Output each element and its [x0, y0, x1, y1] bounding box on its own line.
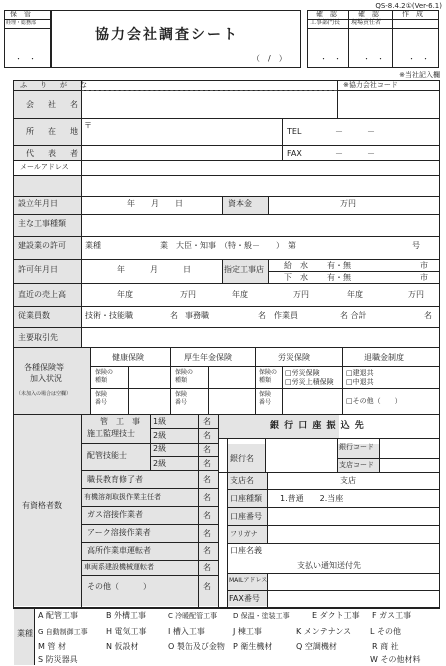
trade-item: N 仮設材 [106, 642, 139, 651]
address-label: 所 在 地 [26, 127, 81, 136]
pension-kind-label: 保険の [175, 369, 194, 376]
branch-name-label: 支店名 [230, 476, 254, 485]
date-slot: （ / ） [252, 54, 287, 63]
established-date: 年 月 日 [127, 199, 183, 208]
tel-dashes: － － [335, 127, 375, 136]
account-type-options[interactable]: 1.普通 2.当座 [280, 494, 344, 503]
plumbing-engineer-label-1: 管 工 事 [100, 417, 140, 426]
license-number-suffix: 号 [412, 241, 420, 250]
count-unit: 名 [203, 493, 211, 502]
office-use-note: ※当社記入欄 [399, 71, 440, 79]
trade-item: P 衛生機材 [233, 642, 273, 651]
grade-2c: 2級 [153, 459, 167, 468]
count-unit: 名 [203, 546, 211, 555]
water-supply-label: 給 水 [284, 261, 308, 270]
construction-manager-label: 工事部門長 [310, 19, 341, 26]
license-trade: 業種 [85, 241, 101, 250]
tel-label: TEL [287, 127, 302, 136]
count-unit: 名 [203, 445, 211, 454]
account-number-label: 口座番号 [230, 512, 262, 521]
labor-option-1[interactable]: □労災保険 [285, 369, 320, 377]
grade-2: 2級 [153, 444, 167, 453]
representative-label: 代 表 者 [26, 149, 81, 158]
trade-item: W その他材料 [370, 655, 421, 664]
employees-label: 従業員数 [18, 311, 50, 320]
trade-item: D 保温・塗装工事 [233, 612, 290, 620]
bank-transfer-title: 銀 行 口 座 振 込 先 [270, 421, 365, 431]
organic-solvent-label: 有機溶剤取扱作業主任者 [84, 493, 161, 501]
count-unit: 名 [203, 417, 211, 426]
trade-item: M 管 材 [38, 642, 66, 651]
retirement-option-1[interactable]: □建退共 [346, 369, 374, 377]
fax-label: FAX [287, 149, 302, 158]
account-type-label: 口座種類 [230, 494, 262, 503]
grade-2b: 2級 [153, 431, 167, 440]
plumbing-engineer-label-2: 施工監理技士 [87, 429, 135, 438]
sewer-label: 下 水 [284, 273, 308, 282]
trade-item: R 商 社 [372, 642, 399, 651]
fax-dashes: － － [335, 149, 375, 158]
trade-item: A 配管工事 [38, 611, 79, 620]
count-unit: 名 [203, 511, 211, 520]
permit-month: 月 [150, 265, 158, 274]
construction-machine-label: 車両系建設機械運転者 [84, 563, 154, 571]
trade-item: L その他 [370, 627, 401, 636]
sales-unit-3: 万円 [408, 290, 424, 299]
piping-technician-label: 配管技能士 [87, 451, 127, 460]
established-label: 設立年月日 [18, 199, 58, 208]
retirement-option-2[interactable]: □中退共 [346, 378, 374, 386]
trade-item: C 冷暖配管工事 [168, 612, 218, 620]
account-furigana-label: フリガナ [230, 530, 258, 538]
trades-label: 業種 [17, 629, 33, 638]
staff-worker-label: 作業員 [274, 311, 298, 320]
sales-year-3: 年度 [347, 290, 363, 299]
labor-kind-label-2: 種類 [259, 377, 272, 384]
grade-1: 1級 [153, 417, 167, 426]
sales-label: 直近の売上高 [18, 290, 66, 299]
main-work-label: 主な工事種類 [18, 219, 66, 228]
health-num-label-2: 番号 [95, 399, 108, 406]
trade-item: Q 空調機材 [296, 642, 337, 651]
other-qual-label: その他（ ） [87, 582, 151, 591]
trade-item: K メンテナンス [296, 627, 352, 636]
sales-unit-1: 万円 [180, 290, 196, 299]
page-title: 協力会社調査シート [95, 27, 239, 43]
trade-item: O 製缶及び金物 [168, 642, 225, 651]
health-kind-label-2: 種類 [95, 377, 108, 384]
partner-code-note: ※協力会社コード [343, 81, 398, 89]
stamp-dots: ・ ・ [363, 55, 384, 63]
staff-office-label: 事務職 [185, 311, 209, 320]
permit-year: 年 [117, 265, 125, 274]
trade-item: F ガス工事 [372, 611, 412, 620]
sewer-option: 有・無 [327, 273, 351, 282]
retirement-option-3[interactable]: □その他（ ） [346, 397, 402, 405]
company-name-label: 会 社 名 [26, 100, 81, 109]
permit-day: 日 [183, 265, 191, 274]
trade-item: H 電気工事 [106, 627, 147, 636]
labor-num-label: 保険 [259, 391, 272, 398]
aerial-work-label: 高所作業車運転者 [87, 546, 151, 555]
gas-welding-label: ガス溶接作業者 [87, 510, 143, 519]
foreman-training-label: 職長教育修了者 [87, 475, 143, 484]
bank-code-label: 銀行コード [339, 443, 374, 451]
arc-welding-label: アーク溶接作業者 [87, 528, 151, 537]
health-num-label: 保険 [95, 391, 108, 398]
health-kind-label: 保険の [95, 369, 114, 376]
count-unit: 名 [203, 459, 211, 468]
count-unit: 名 [203, 529, 211, 538]
stamp-dots: ・ ・ [320, 55, 341, 63]
fax-number-label: FAX番号 [229, 594, 260, 603]
water-supply-option: 有・無 [327, 261, 351, 270]
staff-total-unit: 名 [424, 311, 432, 320]
trade-item: J 棟工事 [233, 627, 262, 636]
site-supervisor-label: 現場責任者 [351, 19, 382, 26]
trade-item: B 外構工事 [106, 611, 147, 620]
insurance-label-2: 加入状況 [30, 374, 62, 383]
branch-suffix: 支店 [340, 476, 356, 485]
trade-item: I 槽入工事 [168, 627, 205, 636]
bank-name-label: 銀行名 [230, 454, 254, 463]
count-unit: 名 [203, 475, 211, 484]
pension-num-label: 保険 [175, 391, 188, 398]
sales-unit-2: 万円 [293, 290, 309, 299]
trade-item: S 防災器具 [38, 655, 78, 664]
health-insurance-header: 健康保険 [112, 353, 144, 362]
labor-num-label-2: 番号 [259, 399, 272, 406]
trade-item: E ダクト工事 [312, 611, 360, 620]
sewer-city: 市 [420, 273, 428, 282]
capital-label: 資本金 [228, 199, 252, 208]
license-detail: 業 大臣・知事 （特・般－ ） 第 [160, 241, 296, 250]
account-holder-label: 口座名義 [230, 546, 262, 555]
email-label: メールアドレス [20, 163, 69, 171]
license-label: 建設業の許可 [18, 241, 66, 250]
postal-mark: 〒 [84, 121, 92, 130]
labor-kind-label: 保険の [259, 369, 278, 376]
capital-unit: 万円 [340, 199, 356, 208]
furigana-label: ふ り が な [20, 81, 90, 89]
labor-option-2[interactable]: □労災上積保険 [285, 378, 334, 386]
count-unit: 名 [203, 563, 211, 572]
count-unit: 名 [203, 431, 211, 440]
branch-code-label: 支店コード [339, 461, 374, 469]
payment-notice-label: 支払い通知送付先 [297, 561, 361, 570]
created-label: 作 成 [402, 10, 423, 18]
trade-item: G 自動制御工事 [38, 628, 88, 636]
count-unit: 名 [203, 582, 211, 591]
insurance-label-1: 各種保険等 [24, 363, 64, 372]
storage-label: 保 管 [10, 10, 31, 18]
permit-date-label: 許可年月日 [18, 265, 58, 274]
insurance-note: （未加入の場合は空欄） [16, 391, 72, 397]
qualified-section-label: 有資格者数 [22, 501, 62, 510]
accounting-dept-label: 経理・総務部 [6, 20, 37, 26]
stamp-dots: ・ ・ [408, 55, 429, 63]
confirm-label-1: 確 認 [316, 10, 337, 18]
confirm-label-2: 確 認 [358, 10, 379, 18]
staff-tech-label: 技術・技能職 [85, 311, 133, 320]
version-code: QS-8.4.2①(Ver-6.1) [375, 2, 442, 10]
pension-num-label-2: 番号 [175, 399, 188, 406]
designated-shop-label: 指定工事店 [224, 265, 264, 274]
stamp-dots: ・ ・ [15, 55, 36, 63]
pension-header: 厚生年金保険 [184, 353, 232, 362]
labor-insurance-header: 労災保険 [278, 353, 310, 362]
staff-tech-unit: 名 [170, 311, 178, 320]
sales-year-2: 年度 [232, 290, 248, 299]
pension-kind-label-2: 種類 [175, 377, 188, 384]
staff-office-unit: 名 [258, 311, 266, 320]
mail-address-label: MAILアドレス [229, 577, 268, 584]
sales-year-1: 年度 [117, 290, 133, 299]
retirement-header: 退職金制度 [364, 353, 404, 362]
staff-total-label: 名 合計 [340, 311, 367, 320]
clients-label: 主要取引先 [18, 333, 58, 342]
water-supply-city: 市 [420, 261, 428, 270]
